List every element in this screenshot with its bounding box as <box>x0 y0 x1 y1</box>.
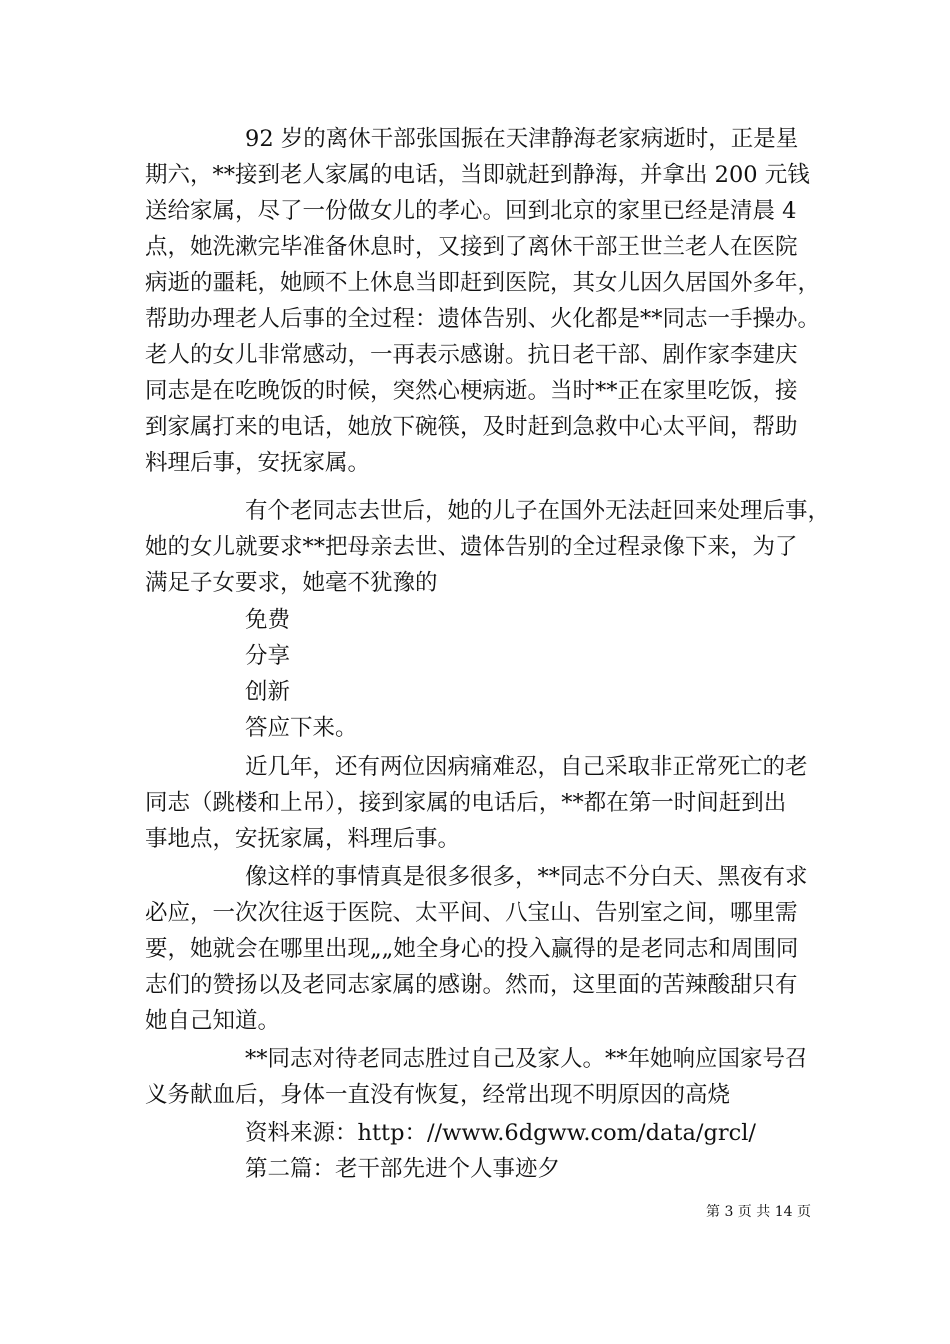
body-text-line: 她的女儿就要求**把母亲去世、遗体告别的全过程录像下来，为了 <box>145 534 798 560</box>
source-line: 资料来源：http：//www.6dgww.com/data/grcl/ <box>245 1120 756 1146</box>
body-text-line: 同志是在吃晚饭的时候，突然心梗病逝。当时**正在家里吃饭，接 <box>145 378 798 404</box>
body-text-line: 义务献血后，身体一直没有恢复，经常出现不明原因的高烧 <box>145 1082 731 1108</box>
body-text-line: 免费 <box>245 607 291 633</box>
body-text-line: 同志（跳楼和上吊），接到家属的电话后，**都在第一时间赶到出 <box>145 790 787 816</box>
body-text-line: 帮助办理老人后事的全过程：遗体告别、火化都是**同志一手操办。 <box>145 306 821 332</box>
body-text-line: **同志对待老同志胜过自己及家人。**年她响应国家号召 <box>245 1046 808 1072</box>
body-text-line: 送给家属，尽了一份做女儿的孝心。回到北京的家里已经是清晨 4 <box>145 198 797 224</box>
body-text-line: 满足子女要求，她毫不犹豫的 <box>145 570 438 596</box>
body-text-line: 答应下来。 <box>245 715 358 741</box>
body-text-line: 期六，**接到老人家属的电话，当即就赶到静海，并拿出 200 元钱 <box>145 162 810 188</box>
section-heading: 第二篇：老干部先进个人事迹夕 <box>245 1156 561 1182</box>
body-text-line: 到家属打来的电话，她放下碗筷，及时赶到急救中心太平间，帮助 <box>145 414 798 440</box>
body-text-line: 点，她洗漱完毕准备休息时，又接到了离休干部王世兰老人在医院 <box>145 234 798 260</box>
body-text-line: 有个老同志去世后，她的儿子在国外无法赶回来处理后事， <box>245 498 831 524</box>
page-number: 第 3 页 共 14 页 <box>706 1204 811 1220</box>
body-text-line: 92 岁的离休干部张国振在天津静海老家病逝时，正是星 <box>245 126 799 152</box>
body-text-line: 病逝的噩耗，她顾不上休息当即赶到医院，其女儿因久居国外多年， <box>145 270 821 296</box>
body-text-line: 分享 <box>245 643 291 669</box>
body-text-line: 近几年，还有两位因病痛难忍，自己采取非正常死亡的老 <box>245 754 808 780</box>
body-text-line: 志们的赞扬以及老同志家属的感谢。然而，这里面的苦辣酸甜只有 <box>145 972 798 998</box>
body-text-line: 必应，一次次往返于医院、太平间、八宝山、告别室之间，哪里需 <box>145 900 798 926</box>
body-text-line: 创新 <box>245 679 291 705</box>
body-text-line: 料理后事，安抚家属。 <box>145 450 371 476</box>
body-text-line: 事地点，安抚家属，料理后事。 <box>145 826 461 852</box>
body-text-line: 她自己知道。 <box>145 1008 281 1034</box>
body-text-line: 要，她就会在哪里出现„„她全身心的投入赢得的是老同志和周围同 <box>145 936 799 962</box>
body-text-line: 老人的女儿非常感动，一再表示感谢。抗日老干部、剧作家李建庆 <box>145 342 798 368</box>
body-text-line: 像这样的事情真是很多很多，**同志不分白天、黑夜有求 <box>245 864 808 890</box>
